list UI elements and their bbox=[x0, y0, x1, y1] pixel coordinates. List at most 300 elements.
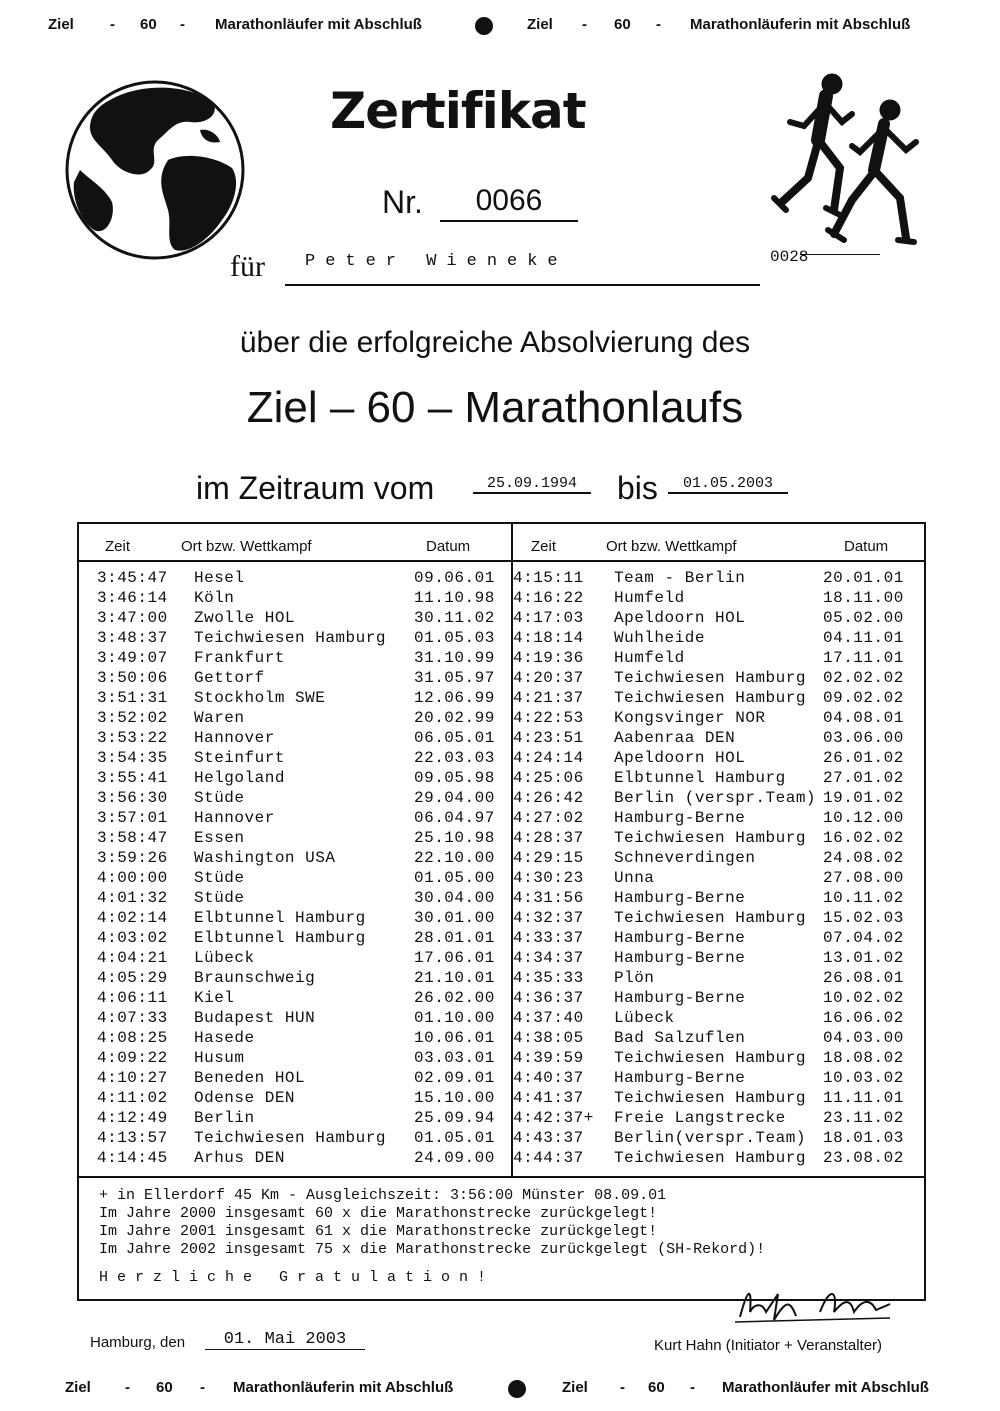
table-row bbox=[513, 1028, 923, 1048]
time-cell: 4:37:40 bbox=[513, 1009, 584, 1027]
place-cell: Team - Berlin bbox=[614, 569, 746, 587]
table-row bbox=[79, 988, 509, 1008]
place-cell: Odense DEN bbox=[194, 1089, 296, 1107]
date-cell: 16.02.02 bbox=[823, 829, 904, 847]
time-cell: 4:30:23 bbox=[513, 869, 584, 887]
table-row bbox=[79, 1028, 509, 1048]
time-cell: 4:29:15 bbox=[513, 849, 584, 867]
table-row bbox=[513, 608, 923, 628]
place-cell: Teichwiesen Hamburg bbox=[194, 629, 386, 647]
date-cell: 06.05.01 bbox=[414, 729, 495, 747]
banner-word: 60 bbox=[156, 1379, 173, 1396]
table-row bbox=[513, 808, 923, 828]
time-cell: 3:53:22 bbox=[97, 729, 168, 747]
header-zeit-left: Zeit bbox=[105, 538, 131, 555]
place-cell: Arhus DEN bbox=[194, 1149, 285, 1167]
time-cell: 4:24:14 bbox=[513, 749, 584, 767]
signature bbox=[730, 1282, 900, 1332]
table-row bbox=[513, 648, 923, 668]
place-cell: Hamburg-Berne bbox=[614, 989, 746, 1007]
time-cell: 4:12:49 bbox=[97, 1109, 168, 1127]
table-row bbox=[79, 868, 509, 888]
place-cell: Teichwiesen Hamburg bbox=[614, 689, 806, 707]
time-cell: 4:09:22 bbox=[97, 1049, 168, 1067]
table-row bbox=[79, 888, 509, 908]
banner-word: 60 bbox=[648, 1379, 665, 1396]
time-cell: 4:15:11 bbox=[513, 569, 584, 587]
banner-word: - bbox=[656, 16, 661, 33]
table-row bbox=[79, 1108, 509, 1128]
table-row bbox=[513, 1048, 923, 1068]
place-cell: Stüde bbox=[194, 869, 245, 887]
table-row bbox=[79, 568, 509, 588]
time-cell: 4:44:37 bbox=[513, 1149, 584, 1167]
place-label: Hamburg, den bbox=[90, 1334, 186, 1351]
banner-word: - bbox=[110, 16, 115, 33]
table-row bbox=[79, 828, 509, 848]
gratulation-text: Herzliche Gratulation! bbox=[99, 1269, 496, 1286]
place-cell: Hamburg-Berne bbox=[614, 809, 746, 827]
table-row bbox=[513, 748, 923, 768]
results-left-column bbox=[79, 568, 509, 1168]
table-row bbox=[79, 908, 509, 928]
table-row bbox=[79, 668, 509, 688]
place-cell: Lübeck bbox=[614, 1009, 675, 1027]
date-cell: 11.10.98 bbox=[414, 589, 495, 607]
banner-word: - bbox=[200, 1379, 205, 1396]
table-row bbox=[79, 1048, 509, 1068]
place-cell: Frankfurt bbox=[194, 649, 285, 667]
date-cell: 01.05.03 bbox=[414, 629, 495, 647]
table-row bbox=[513, 1128, 923, 1148]
date-cell: 18.11.00 bbox=[823, 589, 904, 607]
time-cell: 4:16:22 bbox=[513, 589, 584, 607]
place-cell: Aabenraa DEN bbox=[614, 729, 736, 747]
table-row bbox=[79, 768, 509, 788]
place-cell: Elbtunnel Hamburg bbox=[194, 929, 366, 947]
table-row bbox=[513, 1068, 923, 1088]
date-cell: 04.08.01 bbox=[823, 709, 904, 727]
date-cell: 01.05.01 bbox=[414, 1129, 495, 1147]
place-cell: Freie Langstrecke bbox=[614, 1109, 786, 1127]
time-cell: 3:45:47 bbox=[97, 569, 168, 587]
banner-word: Ziel bbox=[527, 16, 553, 33]
note-line: Im Jahre 2002 insgesamt 75 x die Marathonstrecke zurückgelegt (SH-Rekord)! bbox=[99, 1241, 766, 1258]
time-cell: 3:54:35 bbox=[97, 749, 168, 767]
table-row bbox=[513, 908, 923, 928]
fuer-label: für bbox=[230, 250, 265, 283]
place-cell: Berlin(verspr.Team) bbox=[614, 1129, 806, 1147]
table-row bbox=[79, 628, 509, 648]
place-cell: Hasede bbox=[194, 1029, 255, 1047]
table-row bbox=[79, 1068, 509, 1088]
place-cell: Köln bbox=[194, 589, 235, 607]
notes-block bbox=[99, 1187, 765, 1259]
place-cell: Hamburg-Berne bbox=[614, 1069, 746, 1087]
table-row bbox=[79, 688, 509, 708]
place-cell: Humfeld bbox=[614, 589, 685, 607]
name-underline bbox=[285, 284, 760, 286]
place-cell: Teichwiesen Hamburg bbox=[614, 909, 806, 927]
date-cell: 12.06.99 bbox=[414, 689, 495, 707]
date-cell: 30.04.00 bbox=[414, 889, 495, 907]
table-row bbox=[79, 728, 509, 748]
time-cell: 4:01:32 bbox=[97, 889, 168, 907]
table-row bbox=[79, 1088, 509, 1108]
banner-word: Ziel bbox=[562, 1379, 588, 1396]
time-cell: 4:11:02 bbox=[97, 1089, 168, 1107]
banner-word: Marathonläuferin mit Abschluß bbox=[233, 1379, 454, 1396]
date-cell: 27.01.02 bbox=[823, 769, 904, 787]
place-cell: Helgoland bbox=[194, 769, 285, 787]
place-cell: Steinfurt bbox=[194, 749, 285, 767]
place-cell: Teichwiesen Hamburg bbox=[614, 1049, 806, 1067]
globe-icon bbox=[50, 70, 260, 270]
date-cell: 10.12.00 bbox=[823, 809, 904, 827]
time-cell: 4:03:02 bbox=[97, 929, 168, 947]
banner-word: Ziel bbox=[48, 16, 74, 33]
time-cell: 4:14:45 bbox=[97, 1149, 168, 1167]
time-cell: 4:36:37 bbox=[513, 989, 584, 1007]
table-row bbox=[513, 768, 923, 788]
date-cell: 06.04.97 bbox=[414, 809, 495, 827]
date-cell: 10.02.02 bbox=[823, 989, 904, 1007]
date-cell: 20.01.01 bbox=[823, 569, 904, 587]
date-cell: 17.11.01 bbox=[823, 649, 904, 667]
time-cell: 4:04:21 bbox=[97, 949, 168, 967]
event-title: Ziel – 60 – Marathonlaufs bbox=[246, 383, 744, 432]
time-cell: 4:13:57 bbox=[97, 1129, 168, 1147]
table-row bbox=[79, 948, 509, 968]
date-cell: 04.03.00 bbox=[823, 1029, 904, 1047]
certificate-title: Zertifikat bbox=[330, 82, 586, 140]
time-cell: 4:19:36 bbox=[513, 649, 584, 667]
header-ort-right: Ort bzw. Wettkampf bbox=[606, 538, 737, 555]
time-cell: 4:43:37 bbox=[513, 1129, 584, 1147]
table-row bbox=[79, 788, 509, 808]
table-row bbox=[79, 1008, 509, 1028]
date-cell: 31.10.99 bbox=[414, 649, 495, 667]
results-right-column bbox=[513, 568, 923, 1168]
bis-label: bis bbox=[617, 470, 658, 506]
time-cell: 4:32:37 bbox=[513, 909, 584, 927]
table-row bbox=[513, 788, 923, 808]
place-cell: Elbtunnel Hamburg bbox=[194, 909, 366, 927]
date-cell: 05.02.00 bbox=[823, 609, 904, 627]
table-row bbox=[79, 808, 509, 828]
date-from: 25.09.1994 bbox=[473, 475, 591, 494]
date-cell: 25.10.98 bbox=[414, 829, 495, 847]
date-cell: 10.03.02 bbox=[823, 1069, 904, 1087]
time-cell: 3:49:07 bbox=[97, 649, 168, 667]
date-cell: 03.06.00 bbox=[823, 729, 904, 747]
header-zeit-right: Zeit bbox=[531, 538, 557, 555]
time-cell: 4:10:27 bbox=[97, 1069, 168, 1087]
table-row bbox=[513, 988, 923, 1008]
time-cell: 4:41:37 bbox=[513, 1089, 584, 1107]
date-cell: 27.08.00 bbox=[823, 869, 904, 887]
time-cell: 4:34:37 bbox=[513, 949, 584, 967]
banner-word: 60 bbox=[140, 16, 157, 33]
place-cell: Hamburg-Berne bbox=[614, 929, 746, 947]
time-cell: 4:35:33 bbox=[513, 969, 584, 987]
place-cell: Hannover bbox=[194, 809, 275, 827]
place-cell: Stüde bbox=[194, 889, 245, 907]
place-cell: Berlin bbox=[194, 1109, 255, 1127]
time-cell: 4:18:14 bbox=[513, 629, 584, 647]
banner-word: - bbox=[180, 16, 185, 33]
place-cell: Teichwiesen Hamburg bbox=[614, 829, 806, 847]
table-row bbox=[513, 868, 923, 888]
time-cell: 4:31:56 bbox=[513, 889, 584, 907]
time-cell: 4:25:06 bbox=[513, 769, 584, 787]
place-cell: Wuhlheide bbox=[614, 629, 705, 647]
table-row bbox=[513, 948, 923, 968]
place-cell: Humfeld bbox=[614, 649, 685, 667]
place-cell: Hamburg-Berne bbox=[614, 889, 746, 907]
date-cell: 22.03.03 bbox=[414, 749, 495, 767]
header-ort-left: Ort bzw. Wettkampf bbox=[181, 538, 312, 555]
place-cell: Apeldoorn HOL bbox=[614, 609, 746, 627]
banner-word: Marathonläuferin mit Abschluß bbox=[690, 16, 911, 33]
date-cell: 03.03.01 bbox=[414, 1049, 495, 1067]
banner-word: Marathonläufer mit Abschluß bbox=[722, 1379, 929, 1396]
footer-divider bbox=[79, 1176, 924, 1178]
date-cell: 13.01.02 bbox=[823, 949, 904, 967]
place-cell: Apeldoorn HOL bbox=[614, 749, 746, 767]
banner-word: - bbox=[582, 16, 587, 33]
place-cell: Kongsvinger NOR bbox=[614, 709, 766, 727]
place-cell: Teichwiesen Hamburg bbox=[614, 1089, 806, 1107]
date-cell: 18.08.02 bbox=[823, 1049, 904, 1067]
date-cell: 31.05.97 bbox=[414, 669, 495, 687]
place-cell: Bad Salzuflen bbox=[614, 1029, 746, 1047]
table-row bbox=[513, 628, 923, 648]
header-datum-right: Datum bbox=[844, 538, 889, 555]
place-cell: Plön bbox=[614, 969, 655, 987]
place-cell: Hesel bbox=[194, 569, 245, 587]
place-cell: Berlin (verspr.Team) bbox=[614, 789, 817, 807]
table-row bbox=[513, 1148, 923, 1168]
date-cell: 29.04.00 bbox=[414, 789, 495, 807]
place-cell: Kiel bbox=[194, 989, 235, 1007]
place-cell: Schneverdingen bbox=[614, 849, 756, 867]
date-cell: 22.10.00 bbox=[414, 849, 495, 867]
date-cell: 07.04.02 bbox=[823, 929, 904, 947]
table-row bbox=[79, 1148, 509, 1168]
place-cell: Washington USA bbox=[194, 849, 336, 867]
place-cell: Lübeck bbox=[194, 949, 255, 967]
place-cell: Essen bbox=[194, 829, 245, 847]
time-cell: 4:21:37 bbox=[513, 689, 584, 707]
intro-text: über die erfolgreiche Absolvierung des bbox=[239, 326, 751, 359]
place-cell: Hannover bbox=[194, 729, 275, 747]
date-cell: 16.06.02 bbox=[823, 1009, 904, 1027]
table-row bbox=[513, 968, 923, 988]
date-cell: 15.02.03 bbox=[823, 909, 904, 927]
place-cell: Gettorf bbox=[194, 669, 265, 687]
time-cell: 4:08:25 bbox=[97, 1029, 168, 1047]
place-cell: Zwolle HOL bbox=[194, 609, 296, 627]
medal-number: 0028 bbox=[770, 248, 809, 266]
header-datum-left: Datum bbox=[426, 538, 471, 555]
date-cell: 24.08.02 bbox=[823, 849, 904, 867]
date-cell: 20.02.99 bbox=[414, 709, 495, 727]
time-cell: 4:07:33 bbox=[97, 1009, 168, 1027]
time-cell: 4:23:51 bbox=[513, 729, 584, 747]
date-cell: 11.11.01 bbox=[823, 1089, 904, 1107]
date-cell: 15.10.00 bbox=[414, 1089, 495, 1107]
time-cell: 4:33:37 bbox=[513, 929, 584, 947]
date-cell: 19.01.02 bbox=[823, 789, 904, 807]
time-cell: 3:50:06 bbox=[97, 669, 168, 687]
time-cell: 4:39:59 bbox=[513, 1049, 584, 1067]
place-cell: Teichwiesen Hamburg bbox=[614, 669, 806, 687]
table-row bbox=[513, 688, 923, 708]
time-cell: 4:27:02 bbox=[513, 809, 584, 827]
time-cell: 3:48:37 bbox=[97, 629, 168, 647]
table-row bbox=[513, 568, 923, 588]
time-cell: 3:55:41 bbox=[97, 769, 168, 787]
date-cell: 09.02.02 bbox=[823, 689, 904, 707]
nr-label: Nr. bbox=[382, 184, 423, 220]
time-cell: 4:00:00 bbox=[97, 869, 168, 887]
table-row bbox=[79, 928, 509, 948]
time-cell: 3:46:14 bbox=[97, 589, 168, 607]
table-row bbox=[513, 728, 923, 748]
time-cell: 3:57:01 bbox=[97, 809, 168, 827]
date-to: 01.05.2003 bbox=[668, 475, 788, 494]
date-cell: 25.09.94 bbox=[414, 1109, 495, 1127]
place-cell: Budapest HUN bbox=[194, 1009, 316, 1027]
place-cell: Husum bbox=[194, 1049, 245, 1067]
date-cell: 01.05.00 bbox=[414, 869, 495, 887]
time-cell: 3:56:30 bbox=[97, 789, 168, 807]
date-cell: 01.10.00 bbox=[414, 1009, 495, 1027]
time-cell: 4:26:42 bbox=[513, 789, 584, 807]
time-cell: 4:38:05 bbox=[513, 1029, 584, 1047]
time-cell: 4:42:37+ bbox=[513, 1109, 594, 1127]
table-row bbox=[513, 668, 923, 688]
banner-word: - bbox=[125, 1379, 130, 1396]
table-row bbox=[79, 848, 509, 868]
note-line: + in Ellerdorf 45 Km - Ausgleichszeit: 3:56:00 Münster 08.09.01 bbox=[99, 1187, 667, 1204]
table-row bbox=[513, 828, 923, 848]
table-row bbox=[79, 1128, 509, 1148]
bullet-dot bbox=[475, 17, 493, 35]
date-cell: 23.08.02 bbox=[823, 1149, 904, 1167]
place-cell: Beneden HOL bbox=[194, 1069, 306, 1087]
time-cell: 3:51:31 bbox=[97, 689, 168, 707]
table-row bbox=[513, 708, 923, 728]
runners-icon bbox=[760, 70, 930, 255]
table-row bbox=[513, 1008, 923, 1028]
certificate-number: 0066 bbox=[440, 184, 578, 222]
signing-date: 01. Mai 2003 bbox=[205, 1330, 365, 1350]
time-cell: 3:59:26 bbox=[97, 849, 168, 867]
date-cell: 02.09.01 bbox=[414, 1069, 495, 1087]
time-cell: 4:22:53 bbox=[513, 709, 584, 727]
place-cell: Braunschweig bbox=[194, 969, 316, 987]
date-cell: 23.11.02 bbox=[823, 1109, 904, 1127]
header-divider bbox=[79, 560, 924, 562]
table-row bbox=[513, 1108, 923, 1128]
place-cell: Unna bbox=[614, 869, 655, 887]
date-cell: 04.11.01 bbox=[823, 629, 904, 647]
date-cell: 09.05.98 bbox=[414, 769, 495, 787]
bullet-dot bbox=[508, 1380, 526, 1398]
banner-word: - bbox=[620, 1379, 625, 1396]
table-row bbox=[513, 848, 923, 868]
table-row bbox=[513, 928, 923, 948]
results-table bbox=[77, 522, 926, 1301]
time-cell: 4:02:14 bbox=[97, 909, 168, 927]
date-cell: 24.09.00 bbox=[414, 1149, 495, 1167]
place-cell: Hamburg-Berne bbox=[614, 949, 746, 967]
table-row bbox=[79, 648, 509, 668]
place-cell: Stockholm SWE bbox=[194, 689, 326, 707]
banner-word: 60 bbox=[614, 16, 631, 33]
banner-word: Marathonläufer mit Abschluß bbox=[215, 16, 422, 33]
date-cell: 17.06.01 bbox=[414, 949, 495, 967]
table-row bbox=[79, 708, 509, 728]
date-cell: 21.10.01 bbox=[414, 969, 495, 987]
date-cell: 10.06.01 bbox=[414, 1029, 495, 1047]
date-cell: 26.01.02 bbox=[823, 749, 904, 767]
bottom-banner bbox=[0, 1375, 1000, 1403]
recipient-name: Peter Wieneke bbox=[305, 252, 568, 271]
place-cell: Stüde bbox=[194, 789, 245, 807]
place-cell: Waren bbox=[194, 709, 245, 727]
date-cell: 10.11.02 bbox=[823, 889, 904, 907]
time-cell: 3:47:00 bbox=[97, 609, 168, 627]
date-cell: 02.02.02 bbox=[823, 669, 904, 687]
banner-word: - bbox=[690, 1379, 695, 1396]
time-cell: 3:58:47 bbox=[97, 829, 168, 847]
date-cell: 09.06.01 bbox=[414, 569, 495, 587]
table-row bbox=[513, 1088, 923, 1108]
date-cell: 18.01.03 bbox=[823, 1129, 904, 1147]
note-line: Im Jahre 2001 insgesamt 61 x die Marathonstrecke zurückgelegt! bbox=[99, 1223, 658, 1240]
time-cell: 4:05:29 bbox=[97, 969, 168, 987]
place-cell: Teichwiesen Hamburg bbox=[614, 1149, 806, 1167]
medal-underline bbox=[800, 254, 880, 255]
table-row bbox=[79, 968, 509, 988]
place-cell: Teichwiesen Hamburg bbox=[194, 1129, 386, 1147]
date-cell: 26.08.01 bbox=[823, 969, 904, 987]
time-cell: 4:17:03 bbox=[513, 609, 584, 627]
time-cell: 4:06:11 bbox=[97, 989, 168, 1007]
date-cell: 28.01.01 bbox=[414, 929, 495, 947]
time-cell: 4:20:37 bbox=[513, 669, 584, 687]
top-banner bbox=[0, 12, 1000, 40]
time-cell: 3:52:02 bbox=[97, 709, 168, 727]
time-cell: 4:28:37 bbox=[513, 829, 584, 847]
table-row bbox=[79, 608, 509, 628]
date-cell: 30.11.02 bbox=[414, 609, 495, 627]
period-label: im Zeitraum vom bbox=[196, 470, 435, 506]
date-cell: 26.02.00 bbox=[414, 989, 495, 1007]
banner-word: Ziel bbox=[65, 1379, 91, 1396]
table-row bbox=[513, 888, 923, 908]
signer-name: Kurt Hahn (Initiator + Veranstalter) bbox=[654, 1337, 883, 1354]
table-row bbox=[513, 588, 923, 608]
note-line: Im Jahre 2000 insgesamt 60 x die Marathonstrecke zurückgelegt! bbox=[99, 1205, 658, 1222]
table-row bbox=[79, 588, 509, 608]
place-cell: Elbtunnel Hamburg bbox=[614, 769, 786, 787]
time-cell: 4:40:37 bbox=[513, 1069, 584, 1087]
date-cell: 30.01.00 bbox=[414, 909, 495, 927]
